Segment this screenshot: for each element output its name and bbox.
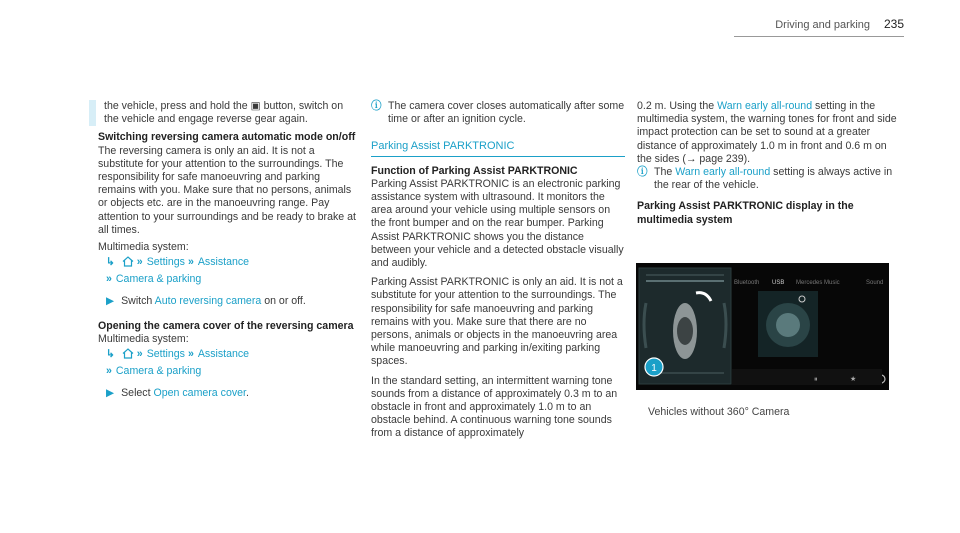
svg-text:★: ★ [850, 375, 857, 383]
info-icon: ⓘ [637, 166, 648, 179]
path-assistance: Assistance [197, 348, 250, 361]
note-text [654, 166, 897, 192]
step-text: Select [121, 386, 151, 399]
home-icon [122, 348, 134, 363]
intro-paragraph: the vehicle, press and hold the ▣ button, switch on the vehicle and engage reverse gear again. [89, 100, 360, 126]
path-camera: Camera & parking [115, 365, 202, 378]
link-warn-early: Warn early all-round [717, 100, 813, 112]
section-title: Driving and parking [775, 19, 870, 31]
parktronic-display-image [636, 263, 889, 390]
column-2 [371, 100, 625, 441]
chevron-icon: » [187, 256, 194, 269]
link-warn-early: Warn early all-round [675, 166, 771, 179]
step-arrow-icon: ▶ [106, 294, 115, 307]
paragraph-warn-early [637, 100, 897, 166]
column-3 [637, 100, 897, 227]
text: setting is always active in the rear of the vehicle. [654, 166, 893, 192]
path-arrow-icon: ↳ [106, 348, 115, 361]
chevron-icon: » [136, 256, 143, 269]
heading-function: Function of Parking Assist PARKTRONIC [371, 164, 578, 177]
home-icon [122, 256, 134, 271]
tab-bluetooth: Bluetooth [734, 280, 760, 286]
paragraph: In the standard setting, an intermittent warning tone sounds from a distance of approximately 0.3 m to an obstacle in front and approximately 1.0 m to an obstacle behind. A continuous warning tone sounds from a distance of approximately [371, 374, 618, 440]
chevron-icon: » [106, 273, 112, 286]
svg-text:⏸: ⏸ [814, 375, 818, 383]
paragraph-switching: The reversing camera is only an aid. It is not a substitute for your attention to the surroundings. The responsibility for safe manoeuvring and parking remains with you. Make sure that no persons, animals or objects etc. are in the manoeuvring range. Pay attention to your surroundings and be ready to brake at all times. [98, 144, 356, 236]
image-caption: Vehicles without 360° Camera [648, 406, 790, 418]
chevron-icon: » [136, 348, 143, 361]
link-auto-reversing-camera: Auto reversing camera [154, 294, 262, 307]
note-text: The camera cover closes automatically after some time or after an ignition cycle. [388, 100, 625, 126]
path-settings: Settings [146, 256, 185, 269]
column-1 [98, 100, 360, 400]
menu-path [98, 256, 360, 286]
callout-number: 1 [651, 363, 657, 374]
note [371, 100, 625, 126]
path-settings: Settings [146, 348, 185, 361]
text: 0.2 m. Using the [637, 100, 715, 112]
chevron-icon: » [106, 365, 112, 378]
info-icon: ⓘ [371, 100, 382, 112]
chevron-icon: » [187, 348, 194, 361]
paragraph: Parking Assist PARKTRONIC is only an aid. It is not a substitute for your attention to the surroundings. The responsibility for safe manoeuvring and parking remains with you. Make sure that there are no persons, animals or objects in the manoeuvring area while manoeuvring and parking in/exiting parking spaces. [371, 276, 623, 368]
path-assistance: Assistance [197, 256, 250, 269]
step-text: . [245, 386, 249, 399]
heading-display: Parking Assist PARKTRONIC display in the multimedia system [637, 200, 854, 226]
step-select [98, 387, 360, 400]
step-switch [98, 295, 360, 308]
link-open-camera-cover: Open camera cover [153, 386, 246, 399]
menu-path [98, 348, 360, 378]
text: The [654, 166, 673, 179]
step-text: Switch [121, 294, 153, 307]
multimedia-label: Multimedia system: [98, 333, 189, 346]
step-text: on or off. [264, 294, 306, 307]
tab-mercedes-music: Mercedes Music [796, 280, 840, 286]
tab-usb: USB [772, 280, 785, 286]
heading-switching: Switching reversing camera automatic mode on/off [98, 131, 356, 144]
text: setting in the multimedia system, the warning tones for front and side impact protection can be set to sound at a greater distance of approximately 1.0 m in front and 0.6 m on the sides (→ page 239). [637, 100, 897, 165]
tab-sound: Sound [866, 280, 884, 286]
note [637, 166, 897, 192]
section-heading-parktronic: Parking Assist PARKTRONIC [371, 140, 625, 156]
path-camera: Camera & parking [115, 273, 202, 286]
step-arrow-icon: ▶ [106, 386, 115, 399]
heading-opening: Opening the camera cover of the reversing camera [98, 319, 354, 332]
paragraph: Parking Assist PARKTRONIC is an electronic parking assistance system with ultrasound. It monitors the area around your vehicle using multiple sensors on the front bumper and on the rear bumper. Parking Assist PARKTRONIC shows you the distance between your vehicle and a detected obstacle visually and audibly. [371, 177, 624, 270]
multimedia-label: Multimedia system: [98, 241, 189, 254]
header-rule [734, 36, 904, 37]
path-arrow-icon: ↳ [106, 256, 115, 269]
page-number: 235 [883, 17, 904, 31]
